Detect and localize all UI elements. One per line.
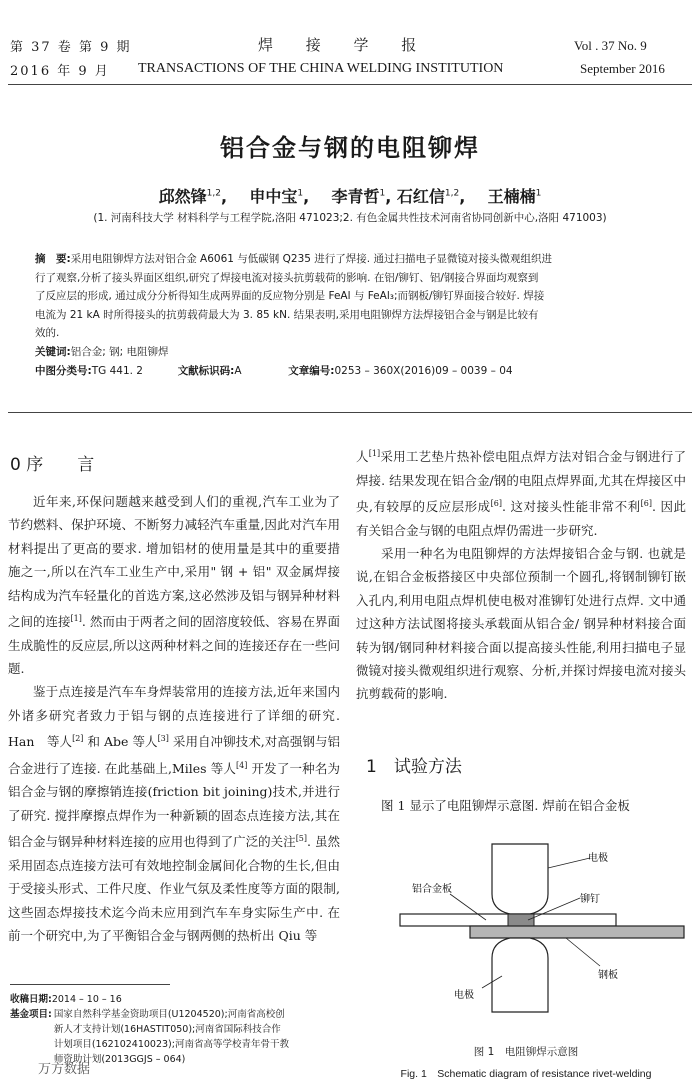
volume-issue-cn: 第 37 卷 第 9 期 [10, 40, 132, 55]
citation: [6] [490, 498, 503, 508]
received-date: 2014 – 10 – 16 [51, 994, 122, 1005]
paragraph [356, 442, 686, 542]
paragraph-text: 采用工艺垫片热补偿电阻点焊方法对铝合金与钢进行了焊接. 结果发现在铝合金/钢的电阻点焊界面,尤其在焊接区中央,有较厚的反应层形成 [356, 449, 686, 515]
section-0-title: 0 序 言 [10, 455, 95, 475]
right-column [356, 442, 686, 706]
section-1-title: 1 试验方法 [366, 757, 462, 777]
figure-1-diagram [390, 836, 690, 1036]
author-list: 邱然锋$^{1,2}$, 申中宝$^1$, 李青哲$^1$, 石红信$^{1,2}$, 王楠楠$^1$ [158, 187, 542, 206]
abstract-label: 摘 要: [35, 253, 71, 265]
left-column [8, 490, 340, 947]
leader-line [566, 938, 600, 966]
citation: [2] [72, 734, 84, 744]
label-rivet: 铆钉 [580, 894, 600, 905]
steel-sheet-shape [470, 926, 684, 938]
volume-issue-en: Vol . 37 No. 9 [574, 38, 647, 53]
fund-line: 新人才支持计划(16HASTIT050);河南省国际科技合作 [53, 1024, 281, 1035]
clc-value: TG 441. 2 [91, 364, 143, 377]
paragraph-text: 和 Abe 等人 [83, 734, 158, 750]
label-steel-sheet: 钢板 [598, 970, 618, 981]
paragraph-text: 人 [356, 449, 369, 465]
citation: [1] [70, 614, 82, 624]
keywords-value: 铝合金; 钢; 电阻铆焊 [70, 345, 169, 358]
articleno-label: 文章编号: [288, 364, 335, 377]
paragraph-text: 采用自冲铆技术,对高强钢与铝合金进行了连接. 在此基础上,Miles 等人 [8, 734, 340, 776]
bottom-electrode-shape [492, 938, 548, 1012]
watermark-logo: 万方数据 [38, 1062, 91, 1077]
author-affil-sup: 1 [535, 188, 542, 199]
label-aluminum-sheet: 铝合金板 [412, 884, 452, 895]
figure-1-caption-cn: 图 1 电阻铆焊示意图 [473, 1046, 579, 1058]
journal-title-en: TRANSACTIONS OF THE CHINA WELDING INSTITUTION [138, 61, 504, 76]
rivet-shape [508, 914, 534, 926]
paragraph-text: . 虽然采用固态点连接方法可有效地控制金属间化合物的生长,但由于受接头形式、工件尺度、作业气氛及柔性度等方面的限制,这些固态焊接技术迄今尚未应用到汽车车身实际生产中. 在前一个研究中,为了平衡铝合金与钢两侧的热析出 Qiu 等 [8, 834, 340, 943]
fund-line: 师资助计划(2013GGJS – 064) [53, 1054, 186, 1065]
abstract-rule [8, 412, 692, 413]
fund-label: 基金项目: [10, 1009, 52, 1020]
citation: [6] [640, 498, 652, 508]
paragraph-text: 近年来,环保问题越来越受到人们的重视,汽车工业为了节约燃料、保护环境、不断努力减轻汽车重量,因此对汽车用材料提出了更高的要求. 增加铝材的使用量是其中的重要措施之一,所以在汽车工业生产中,采用" 钢 + 铝" 双金属焊接结构成为汽车轻量化的首选方案,这必然涉及铝与钢异种材料之间的连接 [8, 494, 340, 630]
author-affil-sup: 1,2 [206, 188, 221, 199]
author-name: 邱然锋 [158, 187, 207, 206]
date-cn: 2016 年 9 月 [10, 64, 110, 79]
paragraph [8, 490, 340, 680]
label-electrode-top: 电极 [588, 853, 608, 864]
paragraph: 图 1 显示了电阻铆焊示意图. 焊前在铝合金板 [381, 798, 630, 813]
paragraph-text: 鉴于点连接是汽车车身焊装常用的连接方法,近年来国内外诸多研究者致力于铝与钢的点连接进行了详细的研究. Han 等人 [8, 684, 340, 750]
author-name: 李青哲 [331, 187, 380, 206]
date-en: September 2016 [580, 61, 665, 76]
keywords [35, 343, 665, 362]
abstract-line: 电流为 21 kA 时所得接头的抗剪载荷最大为 3. 85 kN. 结果表明,采用电阻铆焊方法焊接铝合金与钢是比较有 [35, 308, 539, 321]
right-column-continued [356, 794, 686, 817]
author-affil-sup: 1,2 [444, 188, 460, 199]
footnote-rule [10, 984, 170, 985]
fund-line: 计划项目(162102410023);河南省高等学校青年骨干教 [53, 1039, 289, 1050]
paragraph-text: 开发了一种名为铝合金与钢的摩擦销连接(friction bit joining)技术,并进行了研究. 搅拌摩擦点焊作为一种新颖的固态点连接方法,其在铝合金与钢异种材料连接的应用也得到了广泛的关注 [8, 760, 340, 850]
citation: [3] [157, 734, 169, 744]
figure-1-caption-en: Fig. 1 Schematic diagram of resistance rivet-welding [400, 1068, 652, 1080]
footnote [10, 992, 342, 1067]
paragraph: 采用一种名为电阻铆焊的方法焊接铝合金与钢. 也就是说,在铝合金板搭接区中央部位预制一个圆孔,将钢制铆钉嵌入孔内,利用电阻点焊机使电极对准铆钉处进行点焊. 文中通过这种方法试图将接头承载面从铝合金/ 钢异种材料接合面转为钢/钢同种材料接合面以提高接头性能,利用扫描电子显微镜对接头微观组织进行观察、分析,并探讨焊接电流对接头抗剪载荷的影响. [356, 545, 686, 702]
articleno-value: 0253 – 360X(2016)09 – 0039 – 04 [334, 364, 513, 377]
paragraph [8, 680, 340, 947]
abstract-line: 效的. [35, 327, 60, 340]
clc-label: 中图分类号: [35, 364, 92, 377]
citation: [5] [295, 834, 308, 844]
paragraph-text: . 这对接头性能非常不利 [502, 499, 641, 515]
abstract-line: 行了观察,分析了接头界面区组织,研究了焊接电流对接头抗剪载荷的影响. 在铝/铆钉、铝/钢接合界面均观察到 [35, 271, 539, 284]
affiliations: (1. 河南科技大学 材料科学与工程学院,洛阳 471023;2. 有色金属共性技术河南省协同创新中心,洛阳 471003) [93, 212, 607, 224]
leader-line [548, 858, 590, 868]
author-affil-sup: 1 [297, 188, 304, 199]
author-name: 申中宝 [249, 187, 298, 206]
article-title: 铝合金与钢的电阻铆焊 [220, 134, 480, 162]
header-rule [8, 84, 692, 85]
received-label: 收稿日期: [10, 994, 52, 1005]
citation: [4] [236, 760, 248, 770]
citation: [1] [368, 449, 381, 458]
classification-row [35, 362, 665, 381]
author-name: 石红信 [396, 187, 445, 206]
journal-title-cn: 焊 接 学 报 [258, 36, 431, 54]
abstract [35, 250, 665, 380]
doccode-value: A [234, 364, 242, 377]
fund-line: 国家自然科学基金资助项目(U1204520);河南省高校创 [53, 1009, 285, 1020]
abstract-line: 了反应层的形成, 通过成分分析得知生成两界面的反应物分别是 FeAl 与 FeAl₃;而钢板/铆钉界面接合较好. 焊接 [35, 290, 545, 303]
label-electrode-bottom: 电极 [454, 990, 474, 1001]
abstract-line: 采用电阻铆焊方法对铝合金 A6061 与低碳钢 Q235 进行了焊接. 通过扫描电子显微镜对接头微观组织进 [70, 253, 552, 265]
paragraph-text: . 然而由于两者之间的固溶度较低、容易在界面生成脆性的反应层,所以这两种材料之间的连接还存在一些问题. [8, 614, 340, 676]
top-electrode-shape [492, 844, 548, 914]
author-affil-sup: 1 [379, 188, 386, 199]
doccode-label: 文献标识码: [177, 364, 235, 377]
author-name: 王楠楠 [487, 187, 536, 206]
paragraph-text: . 因此有关铝合金与钢的电阻点焊仍需进一步研究. [356, 499, 686, 538]
keywords-label: 关键词: [35, 345, 71, 358]
